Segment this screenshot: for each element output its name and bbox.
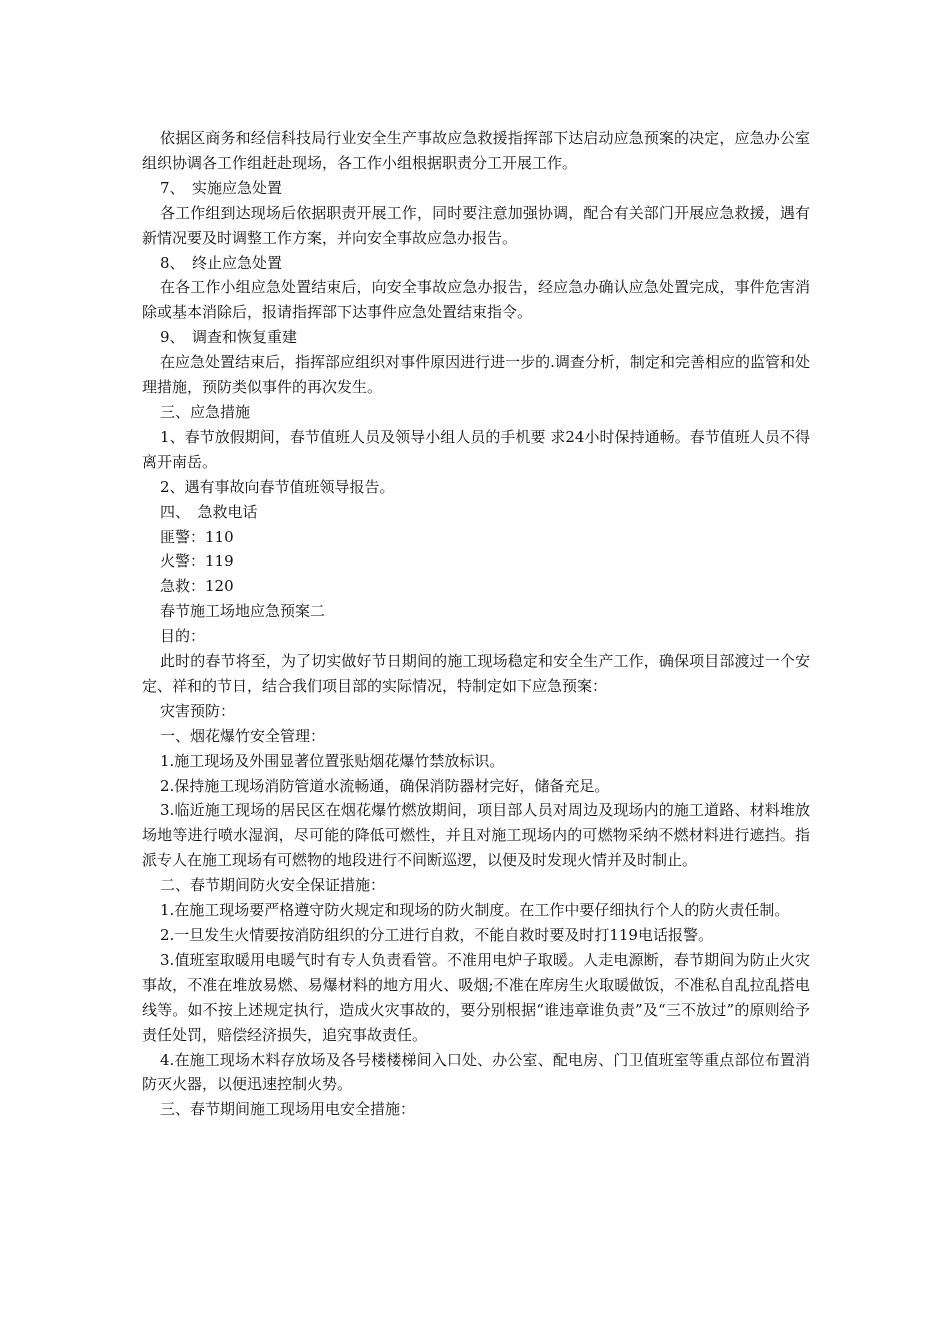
section-heading: 目的： bbox=[160, 627, 206, 646]
paragraph: 2、遇有事故向春节值班领导报告。 bbox=[160, 477, 395, 496]
document-body bbox=[142, 126, 810, 1122]
section-heading: 三、春节期间施工现场用电安全措施： bbox=[160, 1100, 416, 1119]
list-item: 3.临近施工现场的居民区在烟花爆竹燃放期间，项目部人员对周边及现场内的施工道路、材料堆放场地等进行喷水湿润，尽可能的降低可燃性，并且对施工现场内的可燃物采纳不燃材料进行遮挡。指派专人在施工现场有可燃物的地段进行不间断巡逻，以便及时发现火情并及时制止。 bbox=[142, 801, 810, 870]
list-item: 2.保持施工现场消防管道水流畅通，确保消防器材完好，储备充足。 bbox=[160, 776, 610, 795]
list-item: 2.一旦发生火情要按消防组织的分工进行自救，不能自救时要及时打119电话报警。 bbox=[160, 926, 713, 944]
paragraph: 各工作组到达现场后依据职责开展工作，同时要注意加强协调，配合有关部门开展应急救援，遇有新情况要及时调整工作方案，并向安全事故应急办报告。 bbox=[142, 203, 810, 247]
section-heading: 四、 急救电话 bbox=[160, 502, 258, 521]
list-item: 3.值班室取暖用电暖气时有专人负责看管。不准用电炉子取暖。人走电源断，春节期间为防止火灾事故，不准在堆放易燃、易爆材料的地方用火、吸烟;不准在库房生火取暖做饭，不准私自乱拉乱搭电线等。如不按上述规定执行，造成火灾事故的，要分别根据“谁违章谁负责”及“三不放过”的原则给予责任处罚，赔偿经济损失，追究事故责任。 bbox=[142, 950, 810, 1044]
list-item: 4.在施工现场木料存放场及各号楼楼梯间入口处、办公室、配电房、门卫值班室等重点部位布置消防灭火器，以便迅速控制火势。 bbox=[142, 1050, 810, 1094]
paragraph: 1、春节放假期间，春节值班人员及领导小组人员的手机要 求24小时保持通畅。春节值班人员不得离开南岳。 bbox=[142, 427, 810, 471]
phone-entry: 急救：120 bbox=[160, 577, 234, 596]
section-heading: 三、应急措施 bbox=[160, 402, 251, 421]
paragraph: 在各工作小组应急处置结束后，向安全事故应急办报告，经应急办确认应急处置完成，事件危害消除或基本消除后，报请指挥部下达事件应急处置结束指令。 bbox=[142, 278, 810, 322]
section-heading: 二、春节期间防火安全保证措施： bbox=[160, 876, 386, 895]
paragraph: 依据区商务和经信科技局行业安全生产事故应急救援指挥部下达启动应急预案的决定，应急办公室组织协调各工作组赶赴现场，各工作小组根据职责分工开展工作。 bbox=[142, 129, 810, 172]
phone-entry: 火警：119 bbox=[160, 552, 234, 571]
paragraph: 在应急处置结束后，指挥部应组织对事件原因进行进一步的.调查分析，制定和完善相应的监管和处理措施，预防类似事件的再次发生。 bbox=[142, 353, 810, 397]
section-heading: 9、 调查和恢复重建 bbox=[160, 328, 298, 347]
section-heading: 8、 终止应急处置 bbox=[160, 253, 283, 272]
list-item: 1.施工现场及外围显著位置张贴烟花爆竹禁放标识。 bbox=[160, 751, 505, 770]
list-item: 1.在施工现场要严格遵守防火规定和现场的防火制度。在工作中要仔细执行个人的防火责任制。 bbox=[160, 901, 790, 920]
paragraph: 此时的春节将至，为了切实做好节日期间的施工现场稳定和安全生产工作，确保项目部渡过一个安定、祥和的节日，结合我们项目部的实际情况，特制定如下应急预案： bbox=[142, 652, 810, 695]
section-heading: 一、烟花爆竹安全管理： bbox=[160, 726, 326, 745]
section-heading: 灾害预防： bbox=[160, 701, 236, 720]
document-subtitle: 春节施工场地应急预案二 bbox=[160, 602, 326, 621]
section-heading: 7、 实施应急处置 bbox=[160, 178, 283, 197]
phone-entry: 匪警：110 bbox=[160, 527, 234, 546]
